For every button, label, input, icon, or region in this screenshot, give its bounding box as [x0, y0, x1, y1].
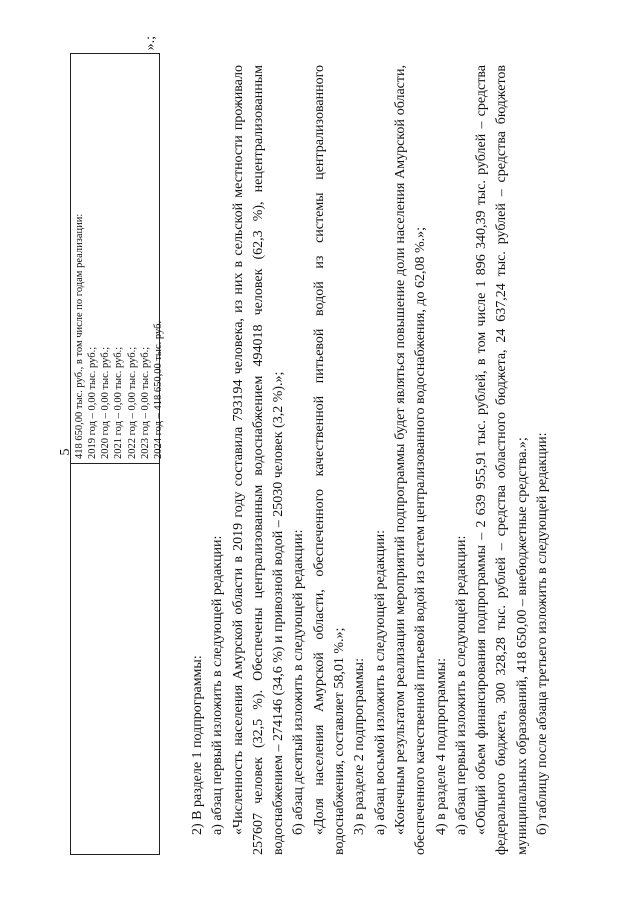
item-2-heading: 2) В разделе 1 подпрограммы:: [190, 655, 205, 835]
table-line: 2022 год – 0,00 тыс. руб.;: [126, 346, 138, 459]
table-line: 2024 год – 418 650,00 тыс. руб.: [152, 320, 164, 459]
item-3a: а) абзац восьмой изложить в следующей редакции:: [372, 529, 388, 835]
page-number: 5: [58, 448, 73, 456]
item-2a: а) абзац первый изложить в следующей редакции:: [210, 535, 226, 835]
item-3-heading: 3) в разделе 2 подпрограммы:: [352, 658, 368, 835]
table-line: 2021 год – 0,00 тыс. руб.;: [113, 346, 125, 459]
table-line: 2019 год – 0,00 тыс. руб.;: [87, 346, 99, 459]
item-2a-quote: «Численность населения Амурской области в 2019 году составила 793194 человека, из них в сельской местности проживало 257607 человек (32,5 %). Обеспечены централизованным водоснабжением 494018 человек (62,3 %), нецентрализованным водоснабжением – 274146 (34,6 %) и привозной водой – 25030 человек (3,2 %).»;: [230, 65, 287, 855]
document-page: [70, 36, 551, 875]
item-2b: б) абзац десятый изложить в следующей редакции:: [291, 529, 307, 835]
table-empty-cell: [71, 463, 159, 854]
item-4a-quote: «Общий объем финансирования подпрограммы – 2 639 955,91 тыс. рублей, в том числе 1 896 340,39 тыс. рублей – средства федерального бюджета, 300 328,28 тыс. рублей – средства областного бюджета, 24 637,24 тыс. рублей – средства бюджетов муниципальных образований, 418 650,00 – внебюджетные средства.»;: [474, 65, 530, 855]
item-4-heading: 4) в разделе 4 подпрограммы:: [433, 658, 449, 835]
table-line: 2020 год – 0,00 тыс. руб.;: [100, 346, 112, 459]
item-2b-quote: «Доля населения Амурской области, обеспеченного качественной питьевой водой из системы централизованного водоснабжения, составляет 58,01 %.»;: [311, 65, 348, 855]
table-value-cell: [71, 54, 164, 463]
amendment-text: [188, 65, 553, 855]
financing-table: [70, 36, 164, 855]
item-4a: а) абзац первый изложить в следующей редакции:: [453, 535, 469, 835]
table-line: 418 650,00 тыс. руб., в том числе по годам реализации:: [74, 213, 85, 459]
item-3a-quote: «Конечным результатом реализации мероприятий подпрограммы будет являться повышение доли населения Амурской области, обеспеченного качественной питьевой водой из систем централизованного водоснабжения, до 62,08 %.»;: [392, 65, 429, 855]
item-4b: б) таблицу после абзаца третьего изложить в следующей редакции:: [535, 432, 551, 835]
table-line: 2023 год – 0,00 тыс. руб.;: [139, 346, 151, 459]
table-closing-mark: ».;: [143, 36, 158, 51]
